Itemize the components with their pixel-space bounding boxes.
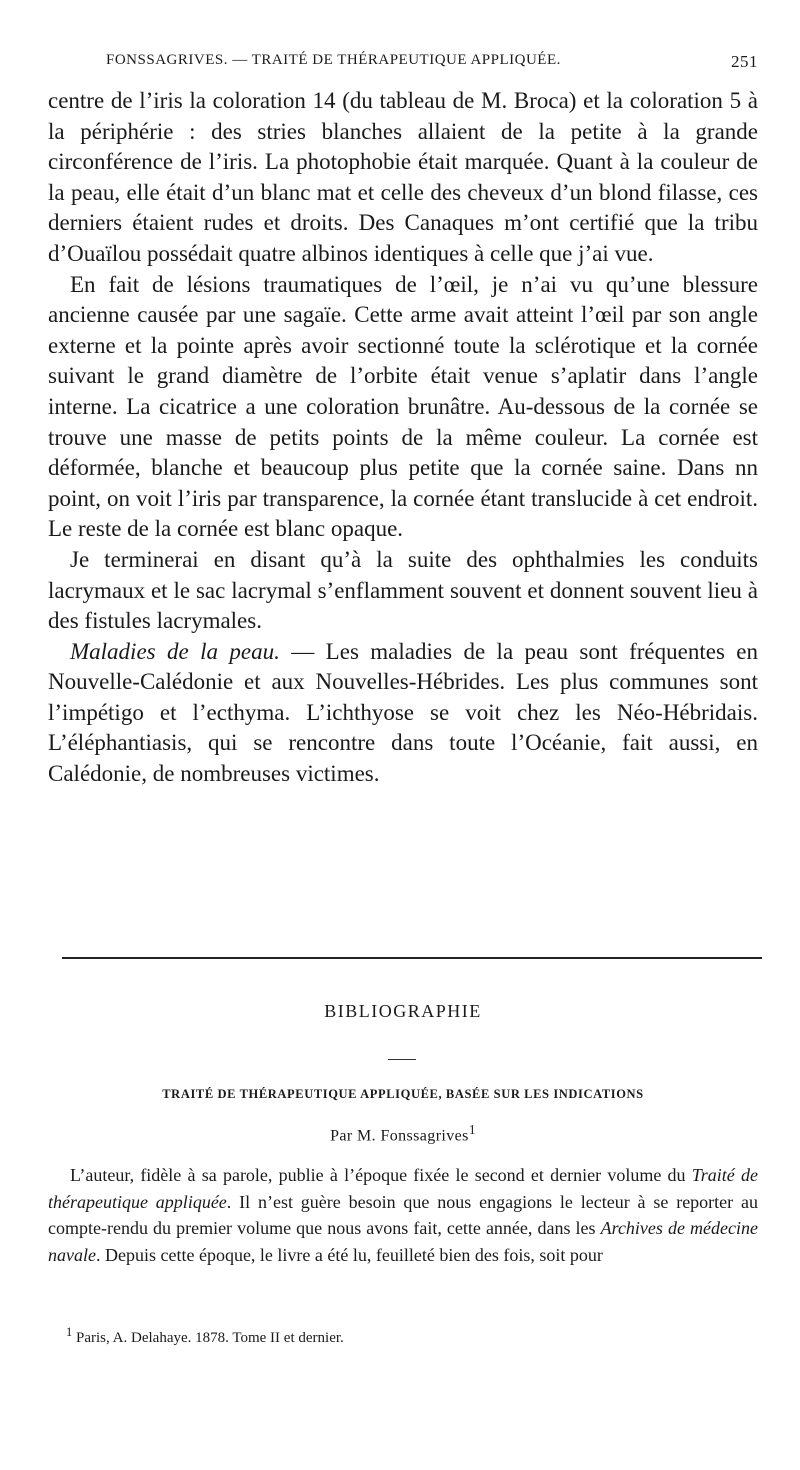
footnote-mark: 1 [66,1325,73,1339]
book-title: TRAITÉ DE THÉRAPEUTIQUE APPLIQUÉE, BASÉE SUR LES INDICATIONS [162,1087,644,1101]
paragraph-lacrymal: Je terminerai en disant qu’à la suite des ophthalmies les conduits lacrymaux et le sac lacrymal s’enflamment souvent et donnent souvent lieu à des fistules lacrymales. [48,546,758,634]
short-divider [388,1059,416,1060]
review-journal-italic: Archives de médecine navale [48,1218,758,1265]
page-number: 251 [731,52,758,71]
footnote-text: Paris, A. Delahaye. 1878. Tome II et dernier. [76,1330,344,1346]
paragraph-skin-diseases [48,637,758,790]
review-title-italic: Traité de thérapeutique appliquée [48,1165,758,1212]
footnote [66,1325,756,1347]
paragraph-skin-text: — Les maladies de la peau sont fréquentes en Nouvelle-Calédonie et aux Nouvelles-Hébrides. Les plus communes sont l’impétigo et l’ecthyma. L’ichthyose se voit chez les Néo-Hébridais. L’éléphantiasis, qui se rencontre dans toute l’Océanie, fait aussi, en Calédonie, de nombreuses victimes. [48,638,759,787]
book-author [48,1122,758,1145]
bibliography-heading: BIBLIOGRAPHIE [324,1001,482,1021]
author-name: Par M. Fonssagrives [330,1127,469,1145]
running-head-title: FONSSAGRIVES. — TRAITÉ DE THÉRAPEUTIQUE APPLIQUÉE. [106,52,561,68]
section-title-skin: Maladies de la peau. [70,638,280,664]
section-divider [62,957,762,959]
review-text [48,1162,758,1268]
paragraph-eye-wound: En fait de lésions traumatiques de l’œil, je n’ai vu qu’une blessure ancienne causée par une sagaïe. Cette arme avait atteint l’œil par son angle externe et la pointe après avoir sectionné toute la sclérotique et la cornée suivant le grand diamètre de l’orbite était venue s’aplatir dans l’angle interne. La cicatrice a une coloration brunâtre. Au-dessous de la cornée se trouve une masse de petits points de la même couleur. La cornée est déformée, blanche et beaucoup plus petite que la cornée saine. Dans nn point, on voit l’iris par transparence, la cornée étant translucide à cet endroit. Le reste de la cornée est blanc opaque. [48,271,758,542]
review-text-b: . Il n’est guère besoin que nous engagions le lecteur à se reporter au compte-rendu du premier volume que nous avons fait, cette année, dans les [48,1191,758,1238]
paragraph-albinism: centre de l’iris la coloration 14 (du tableau de M. Broca) et la coloration 5 à la périphérie : des stries blanches allaient de la petite à la grande circonférence de l’iris. La photophobie était marquée. Quant à la couleur de la peau, elle était d’un blanc mat et celle des cheveux d’un blond filasse, ces derniers étaient rudes et droits. Des Canaques m’ont certifié que la tribu d’Ouaïlou possédait quatre albinos identiques à celle que j’ai vue. [48,88,758,266]
review-paragraph [48,1162,758,1268]
review-text-c: . Depuis cette époque, le livre a été lu, feuilleté bien des fois, soit pour [95,1244,603,1265]
footnote-ref: 1 [468,1122,476,1137]
review-text-a: L’auteur, fidèle à sa parole, publie à l’époque fixée le second et dernier volume du [70,1165,692,1185]
main-text [48,86,758,790]
